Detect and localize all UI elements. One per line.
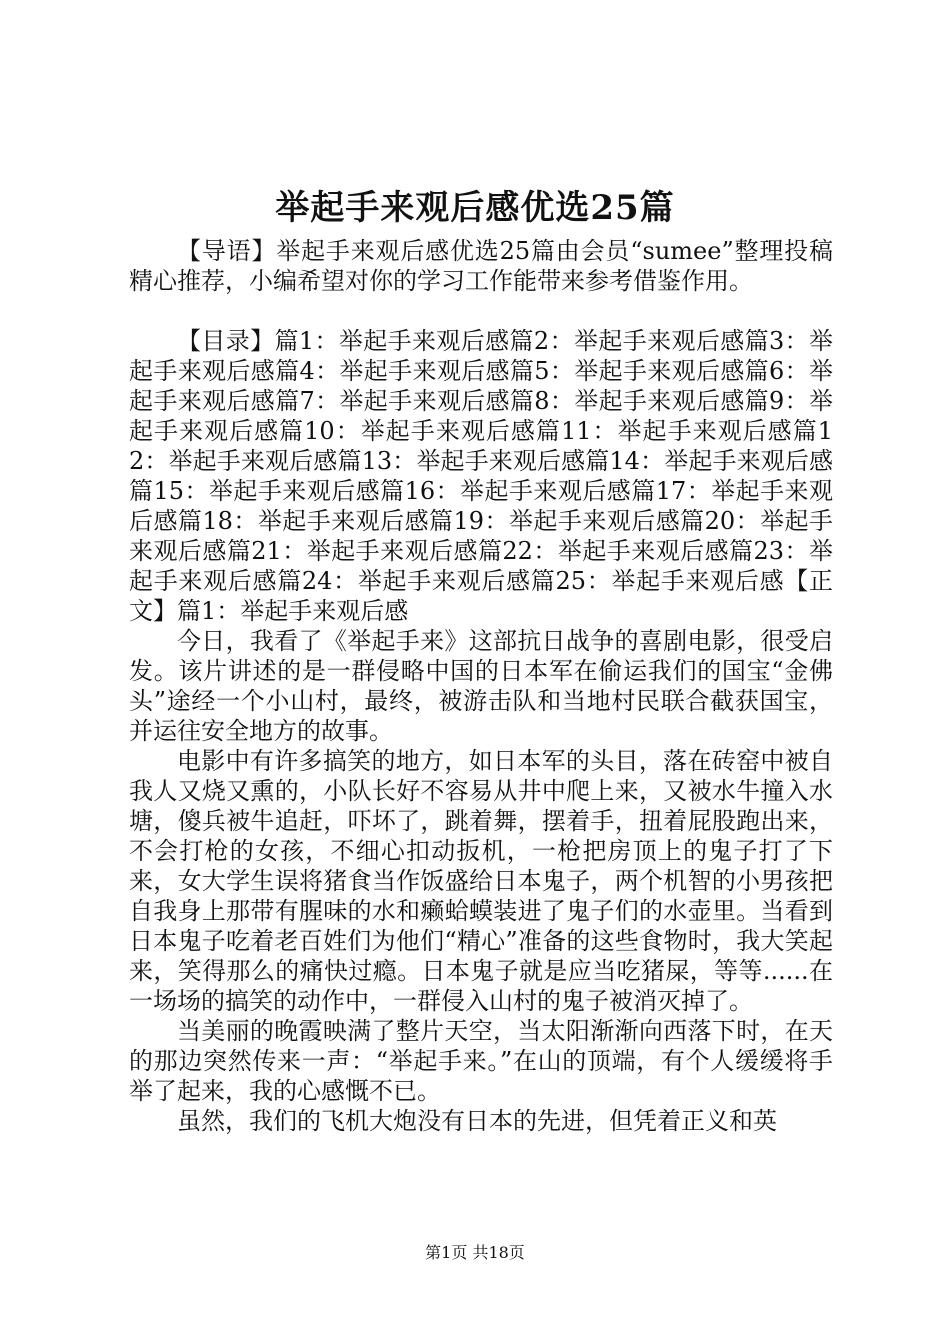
- page-footer: 第1页 共18页: [425, 1243, 525, 1262]
- body-paragraph-3: 当美丽的晚霞映满了整片天空，当太阳渐渐向西落下时，在天的那边突然传来一声：“举起手来。”在山的顶端，有个人缓缓将手举了起来，我的心感慨不已。: [129, 1017, 833, 1105]
- paragraph-spacer: [129, 296, 833, 326]
- intro-paragraph: 【导语】举起手来观后感优选25篇由会员“sumee”整理投稿精心推荐，小编希望对你的学习工作能带来参考借鉴作用。: [129, 237, 833, 295]
- document-title: 举起手来观后感优选25篇: [275, 188, 675, 228]
- body-paragraph-2: 电影中有许多搞笑的地方，如日本军的头目，落在砖窑中被自我人又烧又熏的，小队长好不容易从井中爬上来，又被水牛撞入水塘，傻兵被牛追赶，吓坏了，跳着舞，摆着手，扭着屁股跑出来，不会打枪的女孩，不细心扣动扳机，一枪把房顶上的鬼子打了下来，女大学生误将猪食当作饭盛给日本鬼子，两个机智的小男孩把自我身上那带有腥味的水和癞蛤蟆装进了鬼子们的水壶里。当看到日本鬼子吃着老百姓们为他们“精心”准备的这些食物时，我大笑起来，笑得那么的痛快过瘾。日本鬼子就是应当吃猪屎，等等......在一场场的搞笑的动作中，一群侵入山村的鬼子被消灭掉了。: [129, 747, 833, 1015]
- body-paragraph-1: 今日，我看了《举起手来》这部抗日战争的喜剧电影，很受启发。该片讲述的是一群侵略中国的日本军在偷运我们的国宝“金佛头”途经一个小山村，最终，被游击队和当地村民联合截获国宝，并运往安全地方的故事。: [129, 627, 833, 745]
- body-paragraph-4: 虽然，我们的飞机大炮没有日本的先进，但凭着正义和英: [177, 1107, 777, 1135]
- document-body: [129, 236, 833, 1136]
- table-of-contents-paragraph: 【目录】篇1：举起手来观后感篇2：举起手来观后感篇3：举起手来观后感篇4：举起手来观后感篇5：举起手来观后感篇6：举起手来观后感篇7：举起手来观后感篇8：举起手来观后感篇9：举起手来观后感篇10：举起手来观后感篇11：举起手来观后感篇12：举起手来观后感篇13：举起手来观后感篇14：举起手来观后感篇15：举起手来观后感篇16：举起手来观后感篇17：举起手来观后感篇18：举起手来观后感篇19：举起手来观后感篇20：举起手来观后感篇21：举起手来观后感篇22：举起手来观后感篇23：举起手来观后感篇24：举起手来观后感篇25：举起手来观后感【正文】篇1：举起手来观后感: [129, 327, 833, 625]
